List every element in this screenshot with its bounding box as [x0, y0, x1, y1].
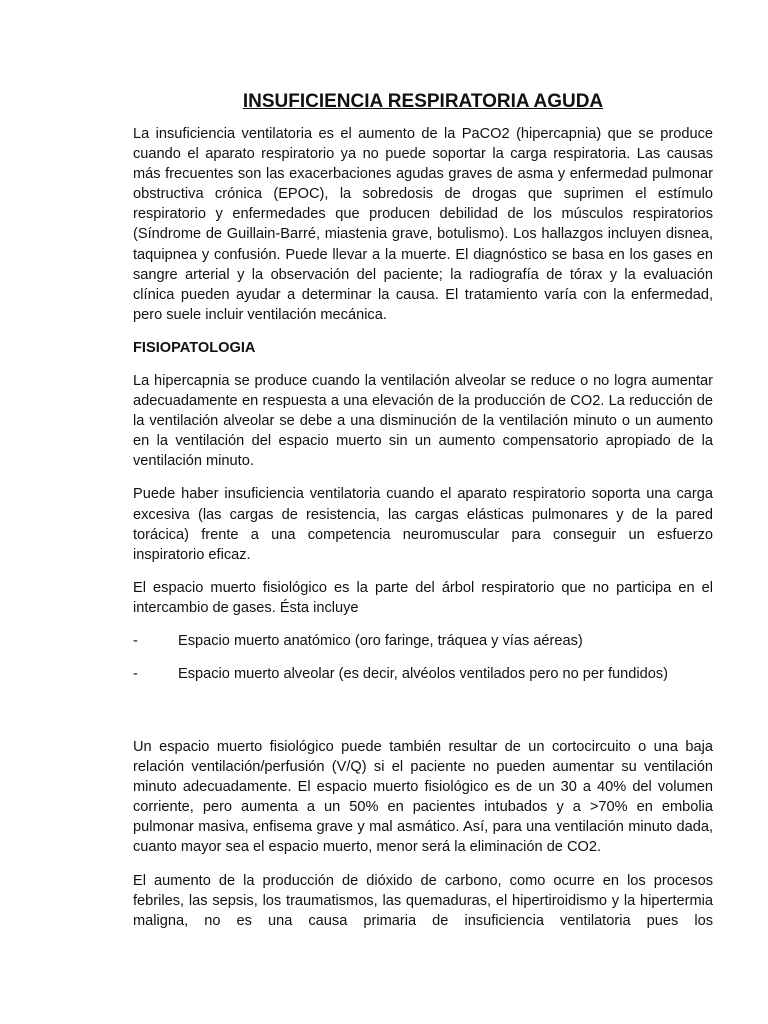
intro-paragraph: La insuficiencia ventilatoria es el aumento de la PaCO2 (hipercapnia) que se produce cuando el aparato respiratorio ya no puede soportar la carga respiratoria. Las causas más frecuentes son las exacerbaciones agudas graves de asma y enfermedad pulmonar obstructiva crónica (EPOC), la sobredosis de drogas que suprimen el estímulo respiratorio y enfermedades que producen debilidad de los músculos respiratorios (Síndrome de Guillain-Barré, miastenia grave, botulismo). Los hallazgos incluyen disnea, taquipnea y confusión. Puede llevar a la muerte. El diagnóstico se basa en los gases en sangre arterial y la observación del paciente; la radiografía de tórax y la evaluación clínica pueden ayudar a determinar la causa. El tratamiento varía con la enfermedad, pero suele incluir ventilación mecánica. — [133, 126, 713, 323]
document-title: INSUFICIENCIA RESPIRATORIA AGUDA — [242, 91, 604, 112]
paragraph-hipercapnia: La hipercapnia se produce cuando la ventilación alveolar se reduce o no logra aumentar adecuadamente en respuesta a una elevación de la producción de CO2. La reducción de la ventilación alveolar se debe a una disminución de la ventilación minuto o un aumento en la ventilación del espacio muerto sin un aumento compensatorio apropiado de la ventilación minuto. — [133, 372, 713, 470]
list-marker: - — [133, 632, 138, 649]
section-heading: FISIOPATOLOGIA — [133, 339, 256, 356]
paragraph-espacio-muerto: El espacio muerto fisiológico es la parte del árbol respiratorio que no participa en el intercambio de gases. Ésta incluye — [133, 579, 713, 616]
spacer — [133, 697, 713, 737]
list-item — [133, 664, 713, 684]
paragraph-cortocircuito: Un espacio muerto fisiológico puede también resultar de un cortocircuito o una baja relación ventilación/perfusión (V/Q) si el paciente no pueden aumentar su ventilación minuto adecuadamente. El espacio muerto fisiológico es de un 30 a 40% del volumen corriente, pero aumenta a un 50% en pacientes intubados y a >70% en embolia pulmonar masiva, enfisema grave y mal asmático. Así, para una ventilación minuto dada, cuanto mayor sea el espacio muerto, menor será la eliminación de CO2. — [133, 738, 713, 856]
list-item-text: Espacio muerto anatómico (oro faringe, tráquea y vías aéreas) — [178, 632, 583, 649]
list-marker: - — [133, 665, 138, 682]
document-page — [133, 88, 713, 931]
list-item-text: Espacio muerto alveolar (es decir, alvéolos ventilados pero no per fundidos) — [178, 665, 668, 682]
paragraph-dioxido-carbono: El aumento de la producción de dióxido de carbono, como ocurre en los procesos febriles, las sepsis, los traumatismos, las quemaduras, el hipertiroidismo y la hipertermia maligna, no es una causa primaria de insuficiencia ventilatoria pues los — [133, 872, 713, 929]
list-item — [133, 631, 713, 651]
paragraph-carga: Puede haber insuficiencia ventilatoria cuando el aparato respiratorio soporta una carga excesiva (las cargas de resistencia, las cargas elásticas pulmonares y de la pared torácica) frente a una competencia neuromuscular para conseguir un esfuerzo inspiratorio eficaz. — [133, 486, 713, 563]
